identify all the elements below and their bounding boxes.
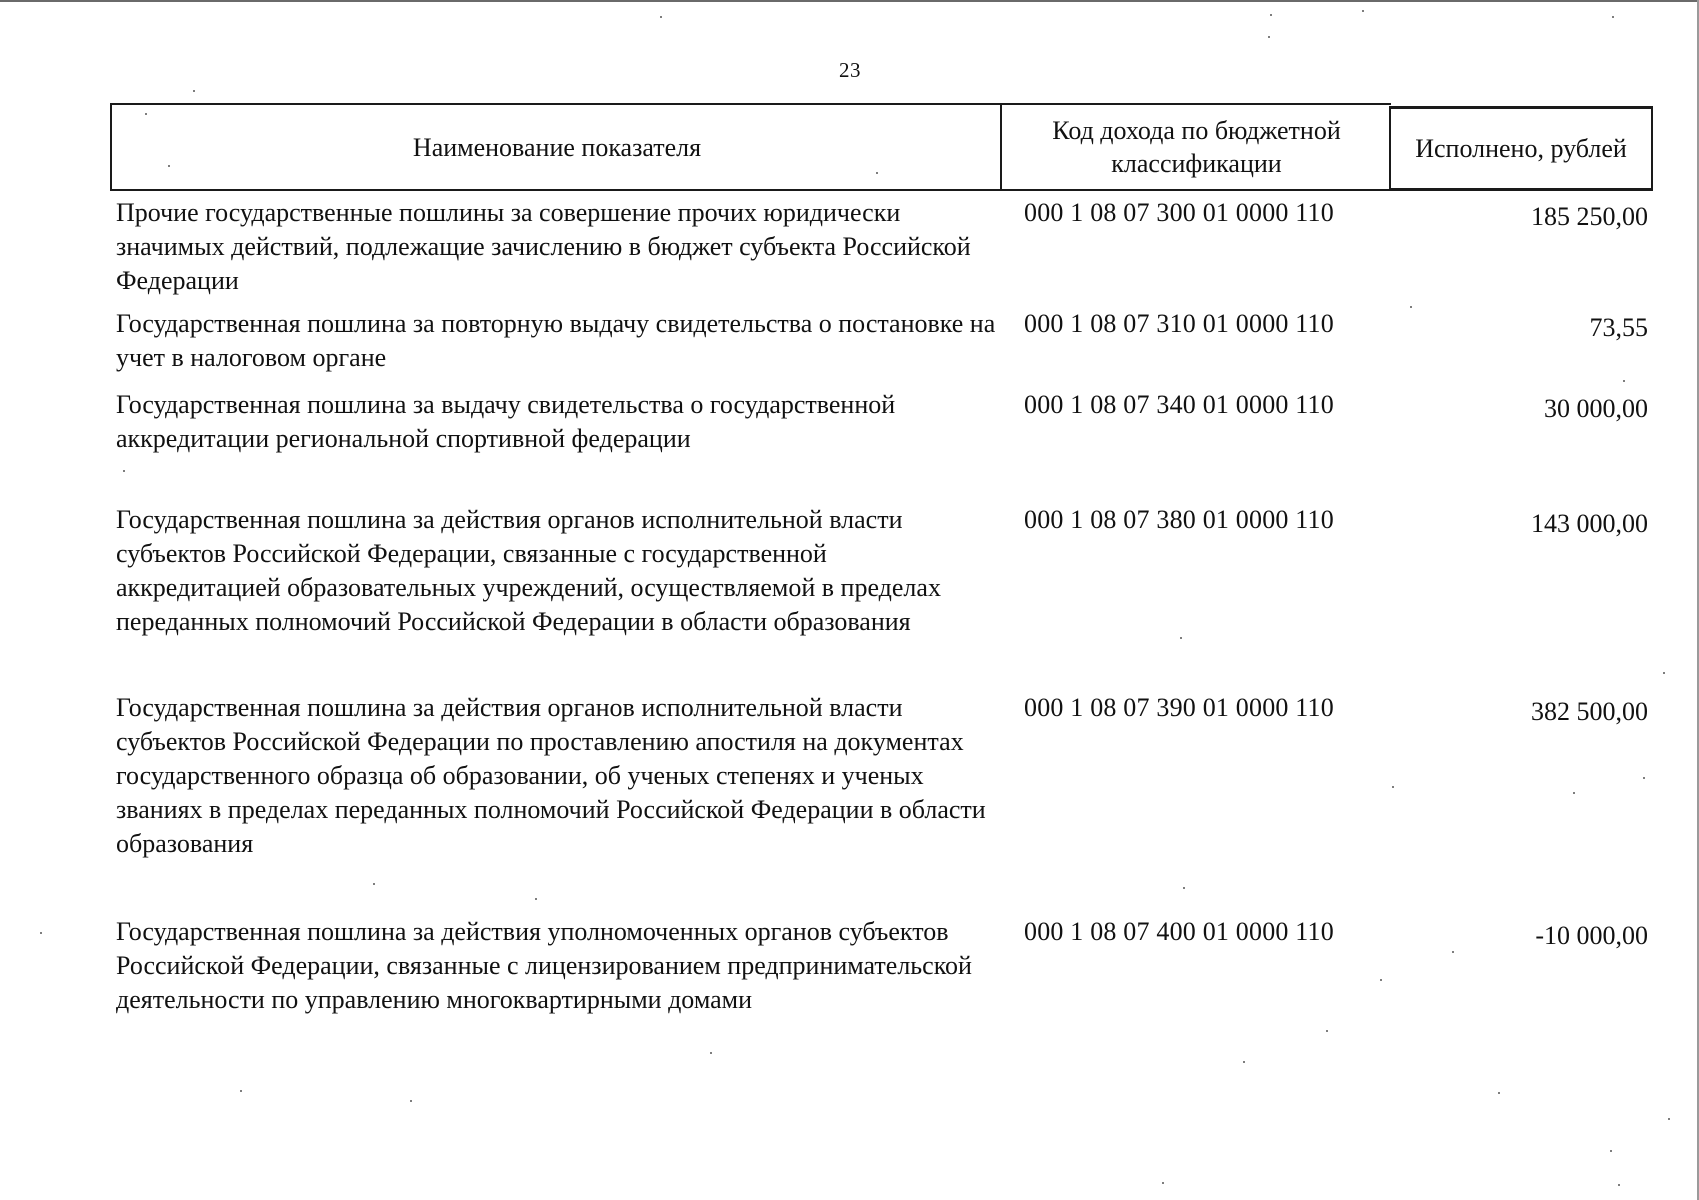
scan-speck xyxy=(1663,672,1665,674)
scan-speck xyxy=(1243,1061,1245,1063)
scan-speck xyxy=(373,883,375,885)
scan-speck xyxy=(145,113,147,115)
scan-speck xyxy=(1380,979,1382,981)
row-name: Государственная пошлина за действия органов исполнительной власти субъектов Российской Федерации по проставлению апостиля на документах государственного образца об образовании, об ученых степенях и ученых званиях в пределах переданных полномочий Российской Федерации в области образования xyxy=(116,693,986,858)
page-number: 23 xyxy=(839,58,861,82)
header-code-label: Код дохода по бюджетной классификации xyxy=(1052,116,1341,178)
scan-speck xyxy=(1326,1030,1328,1032)
row-code: 000 1 08 07 300 01 0000 110 xyxy=(1024,198,1334,227)
scan-speck xyxy=(1612,16,1614,18)
scan-speck xyxy=(1410,306,1412,308)
scan-speck xyxy=(193,90,195,92)
row-code: 000 1 08 07 400 01 0000 110 xyxy=(1024,917,1334,946)
scan-speck xyxy=(1162,1182,1164,1184)
scan-speck xyxy=(123,470,125,472)
scan-speck xyxy=(240,1090,242,1092)
scan-speck xyxy=(1623,380,1625,382)
row-name: Государственная пошлина за выдачу свидетельства о государственной аккредитации региональной спортивной федерации xyxy=(116,390,896,453)
header-amount-cell xyxy=(1389,106,1653,191)
row-amount: 382 500,00 xyxy=(1531,697,1648,726)
row-amount: 73,55 xyxy=(1589,313,1648,342)
scan-speck xyxy=(168,165,170,167)
scan-speck xyxy=(660,16,662,18)
scan-speck xyxy=(1180,637,1182,639)
row-amount: -10 000,00 xyxy=(1535,921,1648,950)
header-code-cell xyxy=(1000,103,1391,191)
row-name: Государственная пошлина за повторную выдачу свидетельства о постановке на учет в налоговом органе xyxy=(116,309,996,372)
scan-speck xyxy=(1610,1150,1612,1152)
header-name-label: Наименование показателя xyxy=(412,132,702,162)
row-code: 000 1 08 07 390 01 0000 110 xyxy=(1024,693,1334,722)
row-amount: 30 000,00 xyxy=(1544,394,1648,423)
scan-speck xyxy=(1452,951,1454,953)
scan-speck xyxy=(40,932,42,934)
row-amount: 143 000,00 xyxy=(1531,509,1648,538)
scan-speck xyxy=(1573,792,1575,794)
scan-speck xyxy=(1643,777,1645,779)
page-edge-top xyxy=(0,0,1699,2)
scan-speck xyxy=(1668,1118,1670,1120)
row-code: 000 1 08 07 340 01 0000 110 xyxy=(1024,390,1334,419)
row-code: 000 1 08 07 380 01 0000 110 xyxy=(1024,505,1334,534)
scan-speck xyxy=(1392,786,1394,788)
scan-speck xyxy=(1362,10,1364,12)
scan-speck xyxy=(1498,1092,1500,1094)
row-name: Государственная пошлина за действия органов исполнительной власти субъектов Российской Федерации, связанные с государственной аккредитацией образовательных учреждений, осуществляемой в пределах переданных полномочий Российской Федерации в области образования xyxy=(116,505,941,636)
row-name: Государственная пошлина за действия уполномоченных органов субъектов Российской Федерации, связанные с лицензированием предпринимательской деятельности по управлению многоквартирными домами xyxy=(116,917,972,1014)
row-name: Прочие государственные пошлины за совершение прочих юридически значимых действий, подлежащие зачислению в бюджет субъекта Российской Федерации xyxy=(116,198,971,295)
header-name-cell xyxy=(110,103,1002,191)
scan-speck xyxy=(710,1052,712,1054)
scan-speck xyxy=(1270,14,1272,16)
scan-speck xyxy=(876,172,878,174)
row-amount: 185 250,00 xyxy=(1531,202,1648,231)
scan-speck xyxy=(410,1100,412,1102)
scan-speck xyxy=(1268,36,1270,38)
header-amount-label: Исполнено, рублей xyxy=(1415,134,1627,163)
row-code: 000 1 08 07 310 01 0000 110 xyxy=(1024,309,1334,338)
scan-speck xyxy=(535,898,537,900)
table-header xyxy=(110,103,1653,191)
scan-speck xyxy=(1183,887,1185,889)
scan-speck xyxy=(1618,1184,1620,1186)
